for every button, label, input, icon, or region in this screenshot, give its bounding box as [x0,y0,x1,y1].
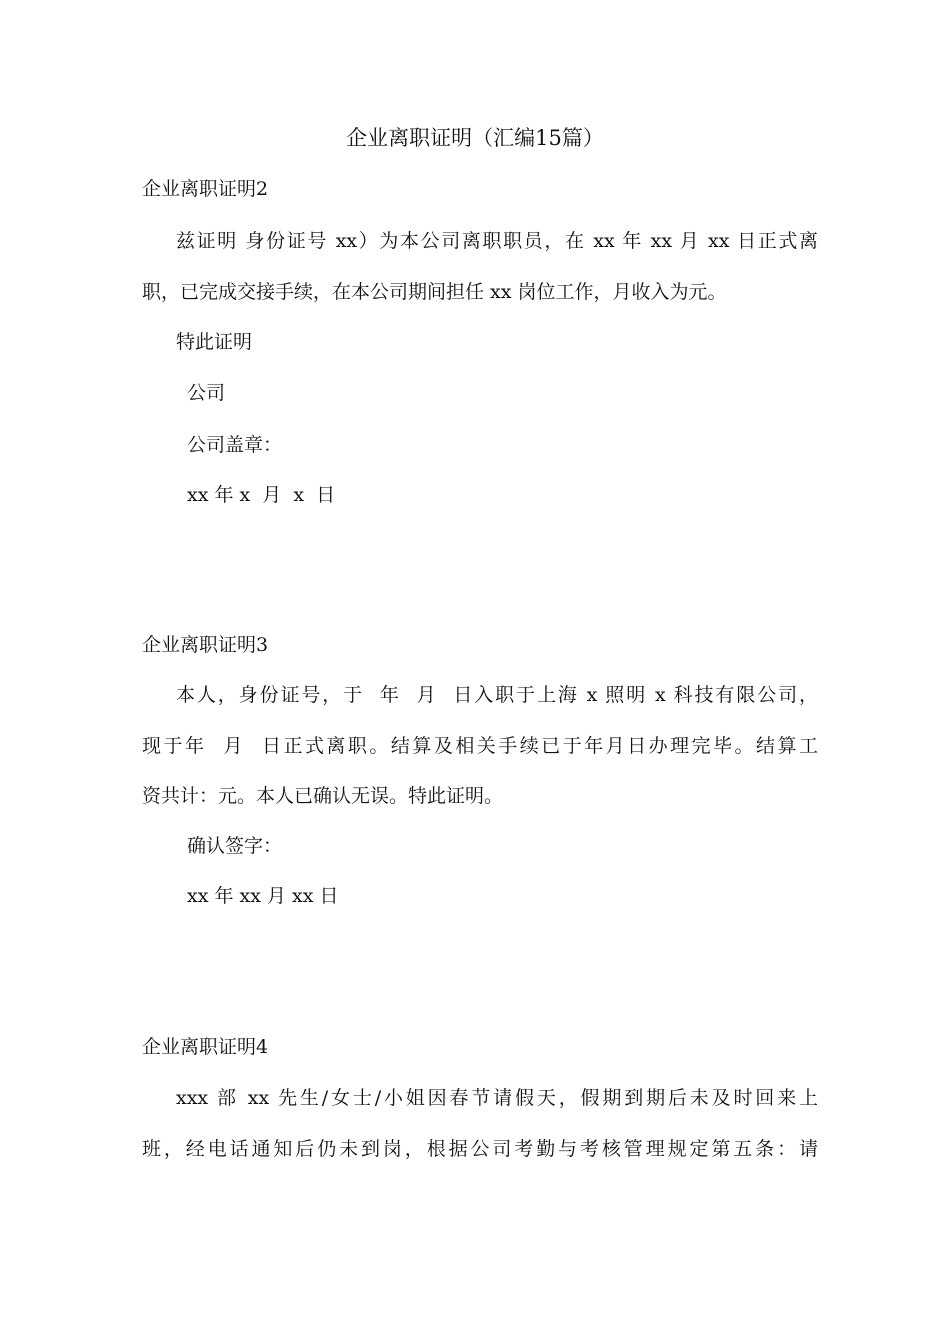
paragraph-line: 现于年 月 日正式离职。结算及相关手续已于年月日办理完毕。结算工 [142,735,818,757]
document-title: 企业离职证明（汇编15篇） [346,126,604,150]
paragraph-line: xxx 部 xx 先生/女士/小姐因春节请假天，假期到期后未及时回来上 [176,1087,818,1109]
section-heading: 企业离职证明3 [142,634,269,656]
seal-line: 公司盖章： [187,434,283,456]
company-line: 公司 [187,382,226,404]
paragraph-line: 班，经电话通知后仍未到岗，根据公司考勤与考核管理规定第五条：请 [142,1138,818,1160]
paragraph-line: 资共计：元。本人已确认无误。特此证明。 [142,785,504,807]
date-line: xx 年 xx 月 xx 日 [187,885,339,907]
section-heading: 企业离职证明4 [142,1036,269,1058]
signature-line: 确认签字： [187,835,283,857]
paragraph-line: 本人，身份证号，于 年 月 日入职于上海 x 照明 x 科技有限公司， [176,684,818,706]
closing-text: 特此证明 [176,331,253,353]
paragraph-line: 兹证明 身份证号 xx）为本公司离职职员，在 xx 年 xx 月 xx 日正式离 [176,230,818,252]
section-heading: 企业离职证明2 [142,178,269,200]
date-line: xx 年 x 月 x 日 [187,484,336,506]
paragraph-line: 职，已完成交接手续，在本公司期间担任 xx 岗位工作，月收入为元。 [142,281,727,303]
